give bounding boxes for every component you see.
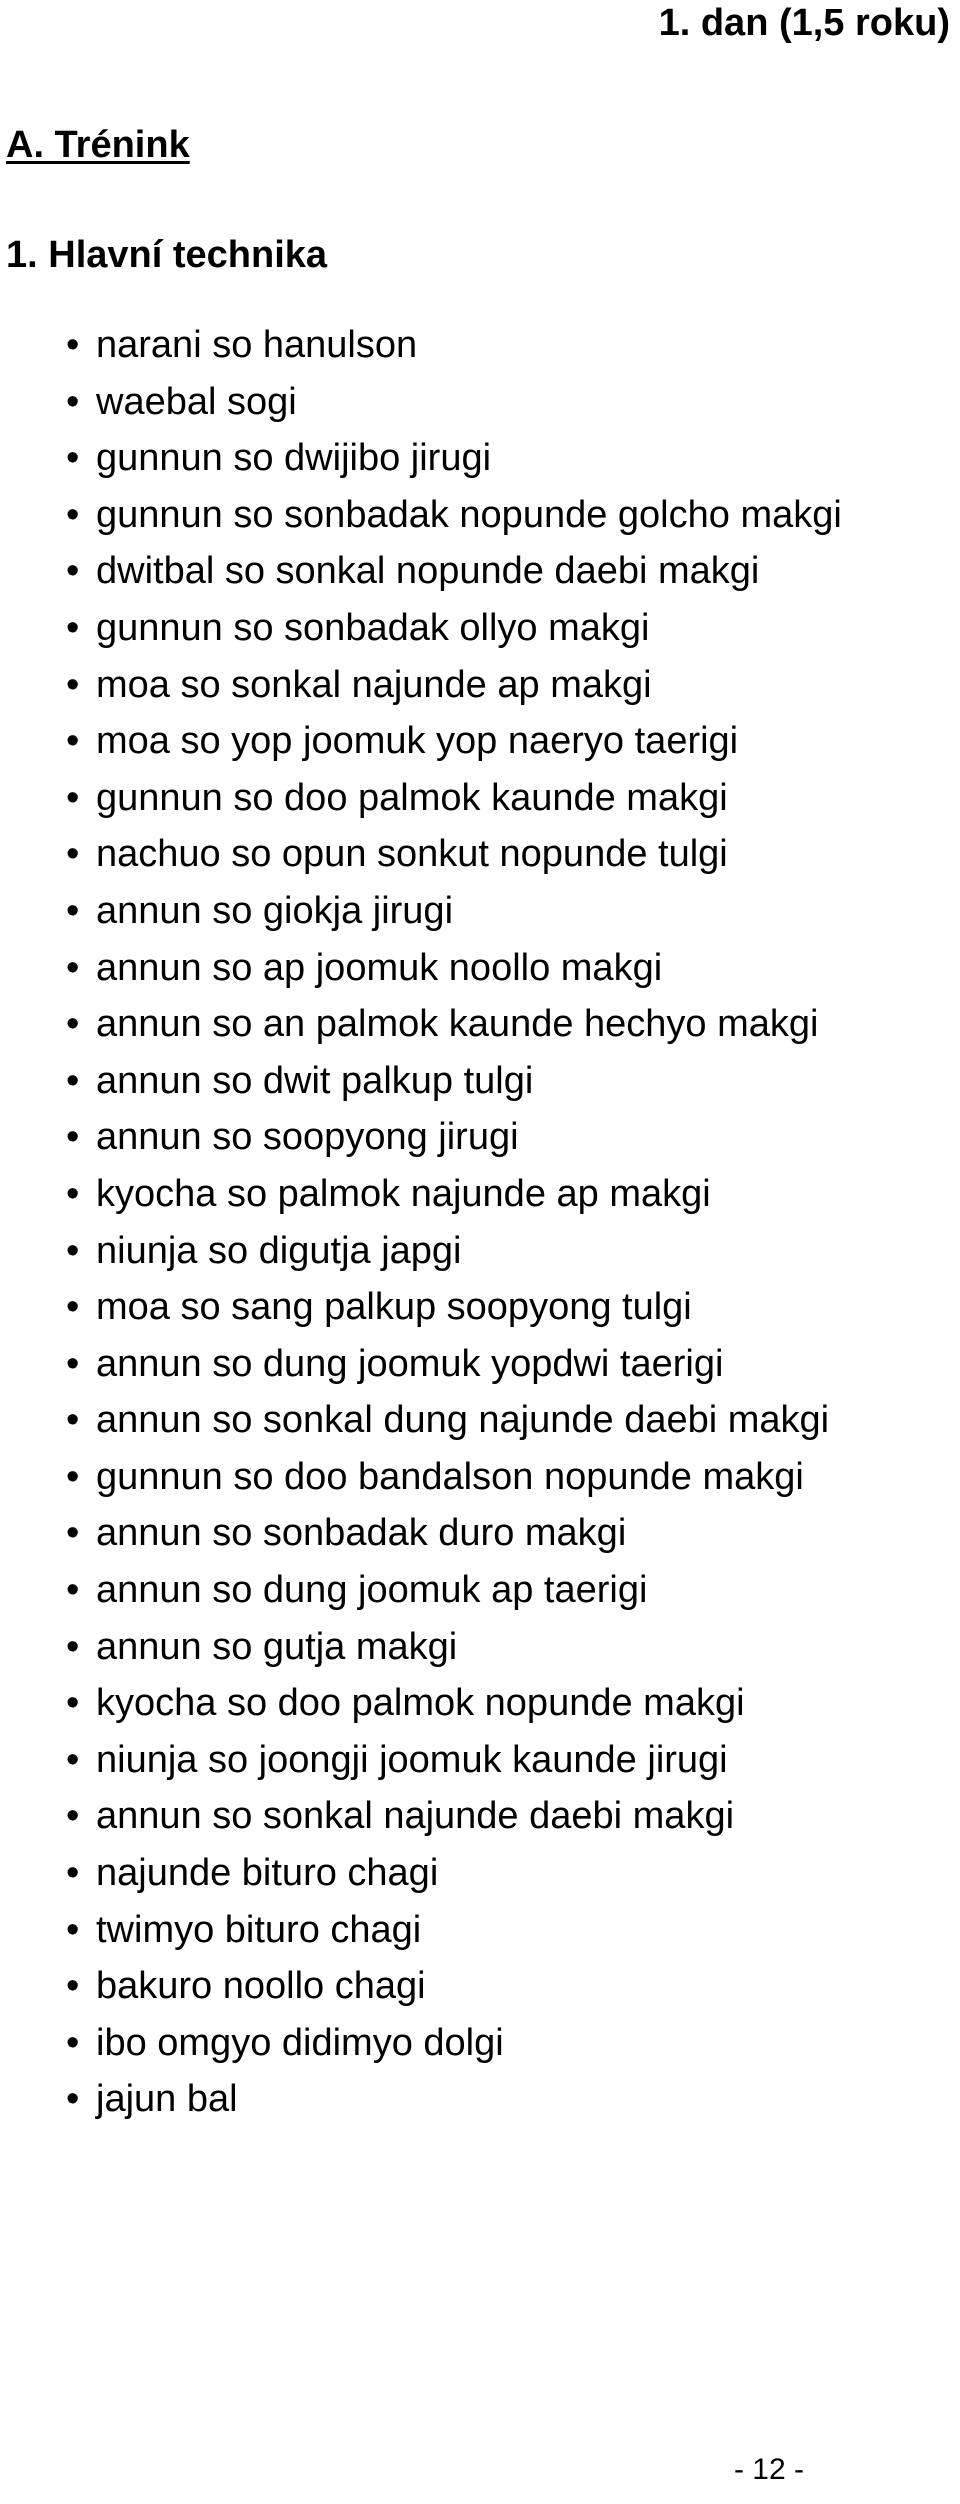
bullet-icon: • bbox=[66, 1059, 80, 1102]
bullet-icon: • bbox=[66, 1965, 80, 2008]
technique-item bbox=[0, 1001, 842, 1058]
page-number: - 12 - bbox=[733, 2453, 804, 2486]
technique-label: annun so an palmok kaunde hechyo makgi bbox=[96, 1003, 819, 1046]
technique-item bbox=[0, 1228, 842, 1285]
technique-item bbox=[0, 1680, 842, 1737]
bullet-icon: • bbox=[66, 946, 80, 989]
technique-item bbox=[0, 322, 842, 379]
bullet-icon: • bbox=[66, 663, 80, 706]
technique-label: twimyo bituro chagi bbox=[96, 1908, 422, 1951]
bullet-icon: • bbox=[66, 606, 80, 649]
technique-item bbox=[0, 605, 842, 662]
technique-item bbox=[0, 1454, 842, 1511]
bullet-icon: • bbox=[66, 833, 80, 876]
technique-item bbox=[0, 1058, 842, 1115]
technique-label: niunja so digutja japgi bbox=[96, 1229, 462, 1272]
technique-item bbox=[0, 1963, 842, 2020]
bullet-icon: • bbox=[66, 1172, 80, 1215]
technique-label: ibo omgyo didimyo dolgi bbox=[96, 2021, 504, 2064]
technique-label: annun so ap joomuk noollo makgi bbox=[96, 946, 663, 989]
bullet-icon: • bbox=[66, 1399, 80, 1442]
technique-label: annun so sonkal najunde daebi makgi bbox=[96, 1795, 735, 1838]
bullet-icon: • bbox=[66, 493, 80, 536]
technique-label: kyocha so palmok najunde ap makgi bbox=[96, 1172, 711, 1215]
technique-item bbox=[0, 1624, 842, 1681]
bullet-icon: • bbox=[66, 1286, 80, 1329]
technique-label: bakuro noollo chagi bbox=[96, 1965, 426, 2008]
technique-item bbox=[0, 435, 842, 492]
technique-label: najunde bituro chagi bbox=[96, 1852, 439, 1895]
technique-label: gunnun so doo bandalson nopunde makgi bbox=[96, 1455, 804, 1498]
technique-item bbox=[0, 775, 842, 832]
bullet-icon: • bbox=[66, 776, 80, 819]
bullet-icon: • bbox=[66, 2078, 80, 2121]
technique-label: moa so yop joomuk yop naeryo taerigi bbox=[96, 720, 739, 763]
technique-item bbox=[0, 1567, 842, 1624]
technique-item bbox=[0, 1171, 842, 1228]
technique-item bbox=[0, 1793, 842, 1850]
technique-label: gunnun so sonbadak ollyo makgi bbox=[96, 606, 650, 649]
technique-item bbox=[0, 888, 842, 945]
technique-item bbox=[0, 548, 842, 605]
technique-item bbox=[0, 1397, 842, 1454]
technique-label: niunja so joongji joomuk kaunde jirugi bbox=[96, 1738, 728, 1781]
technique-label: dwitbal so sonkal nopunde daebi makgi bbox=[96, 550, 760, 593]
technique-label: annun so sonkal dung najunde daebi makgi bbox=[96, 1399, 830, 1442]
technique-label: waebal sogi bbox=[96, 380, 297, 423]
bullet-icon: • bbox=[66, 1682, 80, 1725]
technique-label: gunnun so dwijibo jirugi bbox=[96, 437, 492, 480]
technique-item bbox=[0, 1114, 842, 1171]
technique-item bbox=[0, 662, 842, 719]
bullet-icon: • bbox=[66, 1003, 80, 1046]
technique-item bbox=[0, 492, 842, 549]
bullet-icon: • bbox=[66, 889, 80, 932]
technique-label: annun so dung joomuk ap taerigi bbox=[96, 1569, 648, 1612]
section-title: A. Trénink bbox=[6, 124, 190, 166]
technique-item bbox=[0, 1341, 842, 1398]
technique-label: gunnun so doo palmok kaunde makgi bbox=[96, 776, 728, 819]
technique-item bbox=[0, 1284, 842, 1341]
technique-item bbox=[0, 2020, 842, 2077]
technique-label: gunnun so sonbadak nopunde golcho makgi bbox=[96, 493, 842, 536]
bullet-icon: • bbox=[66, 720, 80, 763]
bullet-icon: • bbox=[66, 1229, 80, 1272]
technique-item bbox=[0, 1510, 842, 1567]
technique-label: moa so sonkal najunde ap makgi bbox=[96, 663, 652, 706]
technique-label: kyocha so doo palmok nopunde makgi bbox=[96, 1682, 745, 1725]
bullet-icon: • bbox=[66, 1852, 80, 1895]
page-heading: 1. dan (1,5 roku) bbox=[658, 2, 950, 44]
technique-label: annun so soopyong jirugi bbox=[96, 1116, 519, 1159]
technique-item bbox=[0, 1850, 842, 1907]
technique-item bbox=[0, 2076, 842, 2133]
bullet-icon: • bbox=[66, 380, 80, 423]
bullet-icon: • bbox=[66, 324, 80, 366]
bullet-icon: • bbox=[66, 1455, 80, 1498]
subsection-title: 1. Hlavní technika bbox=[6, 234, 328, 276]
technique-item bbox=[0, 718, 842, 775]
bullet-icon: • bbox=[66, 1625, 80, 1668]
bullet-icon: • bbox=[66, 1569, 80, 1612]
bullet-icon: • bbox=[66, 1342, 80, 1385]
technique-item bbox=[0, 945, 842, 1002]
technique-label: annun so sonbadak duro makgi bbox=[96, 1512, 627, 1555]
technique-list bbox=[0, 322, 842, 2133]
bullet-icon: • bbox=[66, 1512, 80, 1555]
technique-item bbox=[0, 831, 842, 888]
bullet-icon: • bbox=[66, 1738, 80, 1781]
technique-label: annun so giokja jirugi bbox=[96, 889, 454, 932]
technique-item bbox=[0, 1907, 842, 1964]
bullet-icon: • bbox=[66, 1795, 80, 1838]
technique-label: annun so dwit palkup tulgi bbox=[96, 1059, 534, 1102]
technique-item bbox=[0, 379, 842, 436]
technique-label: moa so sang palkup soopyong tulgi bbox=[96, 1286, 692, 1329]
bullet-icon: • bbox=[66, 1908, 80, 1951]
bullet-icon: • bbox=[66, 2021, 80, 2064]
technique-label: jajun bal bbox=[96, 2078, 238, 2121]
bullet-icon: • bbox=[66, 437, 80, 480]
technique-item bbox=[0, 1737, 842, 1794]
technique-label: annun so dung joomuk yopdwi taerigi bbox=[96, 1342, 724, 1385]
bullet-icon: • bbox=[66, 1116, 80, 1159]
bullet-icon: • bbox=[66, 550, 80, 593]
technique-label: annun so gutja makgi bbox=[96, 1625, 458, 1668]
technique-label: nachuo so opun sonkut nopunde tulgi bbox=[96, 833, 728, 876]
technique-label: narani so hanulson bbox=[96, 324, 418, 366]
